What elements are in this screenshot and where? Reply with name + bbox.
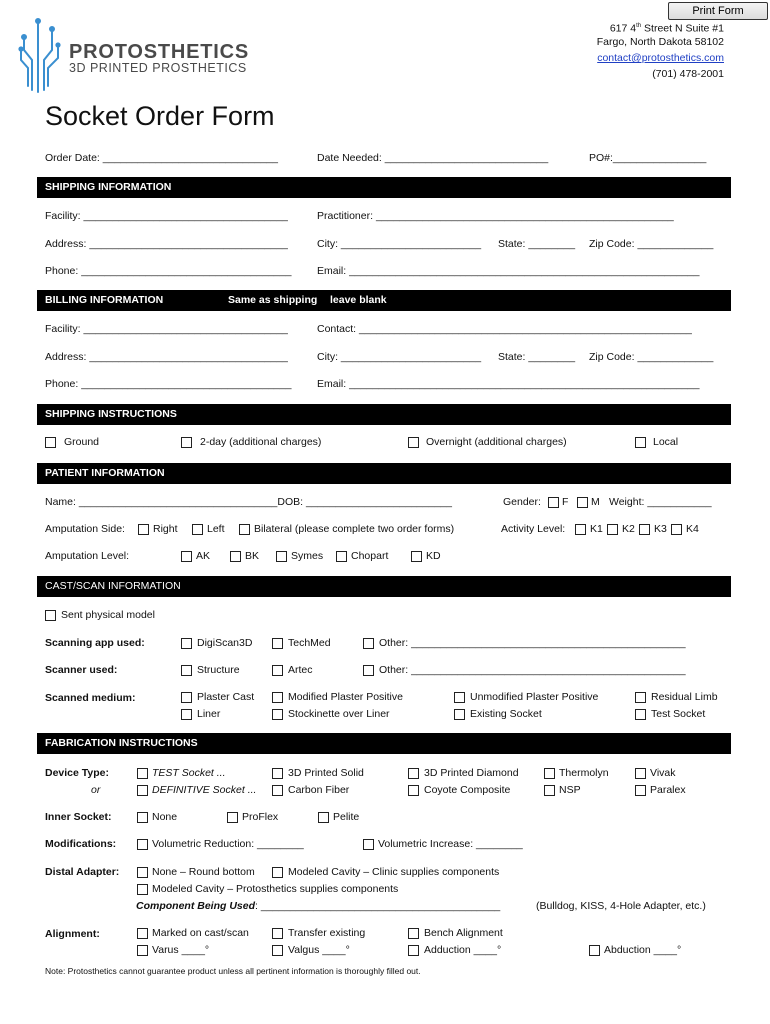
vol-increase-field[interactable]: Volumetric Increase: ________ (378, 838, 523, 850)
nsp-checkbox[interactable] (544, 785, 555, 796)
structure-label: Structure (197, 664, 240, 676)
ship-phone-field[interactable]: Phone: ____________________________________ (45, 265, 292, 277)
gender-f-label: F (562, 496, 569, 508)
printed-diamond-label: 3D Printed Diamond (424, 767, 519, 779)
proflex-label: ProFlex (242, 811, 279, 823)
scanned-medium-label: Scanned medium: (45, 692, 136, 704)
k4-label: K4 (686, 523, 699, 535)
vol-reduction-field[interactable]: Volumetric Reduction: ________ (152, 838, 304, 850)
device-or-label: or (91, 784, 101, 796)
level-bk-label: BK (245, 550, 260, 562)
scanning-app-label: Scanning app used: (45, 637, 145, 649)
sent-physical-model-label: Sent physical model (61, 609, 155, 621)
definitive-socket-label: DEFINITIVE Socket ... (152, 784, 257, 796)
marked-cast-label: Marked on cast/scan (152, 927, 249, 939)
amputation-level-label: Amputation Level: (45, 550, 130, 562)
order-date-field[interactable]: Order Date: ______________________________ (45, 152, 278, 164)
vivak-checkbox[interactable] (635, 768, 646, 779)
ground-checkbox[interactable] (45, 437, 56, 448)
overnight-checkbox[interactable] (408, 437, 419, 448)
side-left-checkbox[interactable] (192, 524, 203, 535)
two-day-checkbox[interactable] (181, 437, 192, 448)
mc-proto-checkbox[interactable] (137, 884, 148, 895)
bill-contact-field[interactable]: Contact: _________________________________________________________ (317, 323, 692, 335)
inner-none-label: None (152, 811, 178, 823)
bill-email-field[interactable]: Email: ____________________________________________________________ (317, 378, 700, 390)
coyote-composite-checkbox[interactable] (408, 785, 419, 796)
bill-state-field[interactable]: State: ________ (498, 351, 576, 363)
ship-practitioner-field[interactable]: Practitioner: ___________________________________________________ (317, 210, 674, 222)
side-left-label: Left (207, 523, 225, 535)
ship-state-field[interactable]: State: ________ (498, 238, 576, 250)
overnight-label: Overnight (additional charges) (426, 436, 567, 448)
app-other-checkbox[interactable] (363, 638, 374, 649)
distal-adapter-label: Distal Adapter: (45, 866, 120, 878)
level-ak-checkbox[interactable] (181, 551, 192, 562)
date-needed-field[interactable]: Date Needed: ____________________________ (317, 152, 549, 164)
footer-note: Note: Protosthetics cannot guarantee product unless all pertinent information is thoroughly filled out. (45, 966, 421, 976)
paralex-label: Paralex (650, 784, 686, 796)
carbon-fiber-checkbox[interactable] (272, 785, 283, 796)
structure-checkbox[interactable] (181, 665, 192, 676)
mod-plaster-checkbox[interactable] (272, 692, 283, 703)
vivak-label: Vivak (650, 767, 676, 779)
inner-none-checkbox[interactable] (137, 812, 148, 823)
artec-label: Artec (288, 664, 313, 676)
page-title: Socket Order Form (45, 101, 275, 131)
plaster-cast-checkbox[interactable] (181, 692, 192, 703)
plaster-cast-label: Plaster Cast (197, 691, 255, 703)
k3-label: K3 (654, 523, 667, 535)
gender-m-label: M (591, 496, 600, 508)
inner-socket-label: Inner Socket: (45, 811, 112, 823)
logo-circuit-hand-icon (18, 16, 62, 94)
mod-plaster-label: Modified Plaster Positive (288, 691, 403, 703)
local-checkbox[interactable] (635, 437, 646, 448)
pelite-label: Pelite (333, 811, 360, 823)
contact-street: 617 4th Street N Suite #1 (609, 22, 724, 35)
bill-phone-field[interactable]: Phone: ____________________________________ (45, 378, 292, 390)
component-note: (Bulldog, KISS, 4-Hole Adapter, etc.) (536, 900, 706, 912)
thermolyn-label: Thermolyn (559, 767, 609, 779)
unmod-plaster-label: Unmodified Plaster Positive (470, 691, 599, 703)
none-round-label: None – Round bottom (152, 866, 255, 878)
adduction-checkbox[interactable] (408, 945, 419, 956)
pelite-checkbox[interactable] (318, 812, 329, 823)
liner-checkbox[interactable] (181, 709, 192, 720)
abduction-checkbox[interactable] (589, 945, 600, 956)
k4-checkbox[interactable] (671, 524, 682, 535)
level-kd-label: KD (426, 550, 441, 562)
stockinette-label: Stockinette over Liner (288, 708, 390, 720)
component-used-field[interactable]: Component Being Used: _________________________________________ (136, 900, 501, 912)
level-symes-checkbox[interactable] (276, 551, 287, 562)
level-bk-checkbox[interactable] (230, 551, 241, 562)
fabrication-header: FABRICATION INSTRUCTIONS (37, 733, 731, 754)
two-day-label: 2-day (additional charges) (200, 436, 322, 448)
side-right-label: Right (153, 523, 178, 535)
techmed-checkbox[interactable] (272, 638, 283, 649)
residual-limb-label: Residual Limb (651, 691, 718, 703)
contact-email-link[interactable]: contact@protosthetics.com (597, 52, 724, 64)
vol-reduction-checkbox[interactable] (137, 839, 148, 850)
test-socket-medium-checkbox[interactable] (635, 709, 646, 720)
ship-city-field[interactable]: City: ________________________ (317, 238, 482, 250)
abduction-field[interactable]: Abduction ____° (604, 944, 682, 956)
ground-label: Ground (64, 436, 100, 448)
none-round-checkbox[interactable] (137, 867, 148, 878)
transfer-existing-label: Transfer existing (288, 927, 366, 939)
level-chopart-label: Chopart (351, 550, 389, 562)
billing-info-header: BILLING INFORMATION Same as shipping leave blank (37, 290, 731, 311)
scanner-used-label: Scanner used: (45, 664, 118, 676)
bill-address-field[interactable]: Address: __________________________________ (45, 351, 288, 363)
side-bilateral-label: Bilateral (please complete two order forms) (254, 523, 455, 535)
bench-alignment-checkbox[interactable] (408, 928, 419, 939)
shipping-instructions-header: SHIPPING INSTRUCTIONS (37, 404, 731, 425)
transfer-existing-checkbox[interactable] (272, 928, 283, 939)
coyote-composite-label: Coyote Composite (424, 784, 511, 796)
carbon-fiber-label: Carbon Fiber (288, 784, 350, 796)
same-as-shipping-option[interactable]: Same as shipping (228, 294, 318, 306)
printed-solid-checkbox[interactable] (272, 768, 283, 779)
scanner-other-field[interactable]: Other: _______________________________________________ (379, 664, 686, 676)
thermolyn-checkbox[interactable] (544, 768, 555, 779)
bill-facility-field[interactable]: Facility: ___________________________________ (45, 323, 288, 335)
ship-email-field[interactable]: Email: ____________________________________________________________ (317, 265, 700, 277)
level-kd-checkbox[interactable] (411, 551, 422, 562)
local-label: Local (653, 436, 679, 448)
unmod-plaster-checkbox[interactable] (454, 692, 465, 703)
printed-solid-label: 3D Printed Solid (288, 767, 364, 779)
artec-checkbox[interactable] (272, 665, 283, 676)
print-form-button[interactable]: Print Form (668, 2, 768, 20)
gender-label: Gender: (503, 496, 541, 508)
mc-clinic-label: Modeled Cavity – Clinic supplies components (288, 866, 500, 878)
patient-name-dob-field[interactable]: Name: __________________________________DOB: _________________________ (45, 496, 452, 508)
test-socket-checkbox[interactable] (137, 768, 148, 779)
vol-increase-checkbox[interactable] (363, 839, 374, 850)
alignment-label: Alignment: (45, 928, 100, 940)
bill-zip-field[interactable]: Zip Code: _____________ (589, 351, 714, 363)
digiscan-checkbox[interactable] (181, 638, 192, 649)
side-bilateral-checkbox[interactable] (239, 524, 250, 535)
valgus-field[interactable]: Valgus ____° (288, 944, 350, 956)
ship-address-field[interactable]: Address: __________________________________ (45, 238, 288, 250)
stockinette-checkbox[interactable] (272, 709, 283, 720)
valgus-checkbox[interactable] (272, 945, 283, 956)
k2-checkbox[interactable] (607, 524, 618, 535)
varus-checkbox[interactable] (137, 945, 148, 956)
mc-clinic-checkbox[interactable] (272, 867, 283, 878)
device-type-label: Device Type: (45, 767, 109, 779)
definitive-socket-checkbox[interactable] (137, 785, 148, 796)
varus-field[interactable]: Varus ____° (152, 944, 210, 956)
printed-diamond-checkbox[interactable] (408, 768, 419, 779)
nsp-label: NSP (559, 784, 581, 796)
test-socket-medium-label: Test Socket (651, 708, 706, 720)
liner-label: Liner (197, 708, 221, 720)
k2-label: K2 (622, 523, 635, 535)
bill-city-field[interactable]: City: ________________________ (317, 351, 482, 363)
adduction-field[interactable]: Adduction ____° (424, 944, 502, 956)
leave-blank-option[interactable]: leave blank (330, 294, 387, 306)
k3-checkbox[interactable] (639, 524, 650, 535)
residual-limb-checkbox[interactable] (635, 692, 646, 703)
existing-socket-checkbox[interactable] (454, 709, 465, 720)
mc-proto-label: Modeled Cavity – Protosthetics supplies components (152, 883, 399, 895)
patient-info-header: PATIENT INFORMATION (37, 463, 731, 484)
existing-socket-label: Existing Socket (470, 708, 542, 720)
modifications-label: Modifications: (45, 838, 117, 850)
k1-checkbox[interactable] (575, 524, 586, 535)
contact-phone: (701) 478-2001 (652, 68, 724, 80)
gender-m-checkbox[interactable] (577, 497, 588, 508)
level-chopart-checkbox[interactable] (336, 551, 347, 562)
marked-cast-checkbox[interactable] (137, 928, 148, 939)
bench-alignment-label: Bench Alignment (424, 927, 503, 939)
level-ak-label: AK (196, 550, 211, 562)
ship-facility-field[interactable]: Facility: ___________________________________ (45, 210, 288, 222)
digiscan-label: DigiScan3D (197, 637, 253, 649)
level-symes-label: Symes (291, 550, 324, 562)
test-socket-label: TEST Socket ... (152, 767, 226, 779)
sent-physical-model-checkbox[interactable] (45, 610, 56, 621)
contact-city: Fargo, North Dakota 58102 (596, 36, 724, 48)
weight-field[interactable]: Weight: ___________ (609, 496, 712, 508)
amputation-side-label: Amputation Side: (45, 523, 125, 535)
side-right-checkbox[interactable] (138, 524, 149, 535)
proflex-checkbox[interactable] (227, 812, 238, 823)
k1-label: K1 (590, 523, 603, 535)
activity-level-label: Activity Level: (501, 523, 566, 535)
app-other-field[interactable]: Other: _______________________________________________ (379, 637, 686, 649)
po-field[interactable]: PO#:________________ (589, 152, 707, 164)
logo-tagline: 3D PRINTED PROSTHETICS (69, 61, 247, 75)
cast-scan-header: CAST/SCAN INFORMATION (37, 576, 731, 597)
techmed-label: TechMed (288, 637, 331, 649)
ship-zip-field[interactable]: Zip Code: _____________ (589, 238, 714, 250)
logo-wordmark: PROTOSTHETICS (69, 41, 250, 63)
shipping-info-header: SHIPPING INFORMATION (37, 177, 731, 198)
scanner-other-checkbox[interactable] (363, 665, 374, 676)
paralex-checkbox[interactable] (635, 785, 646, 796)
gender-f-checkbox[interactable] (548, 497, 559, 508)
